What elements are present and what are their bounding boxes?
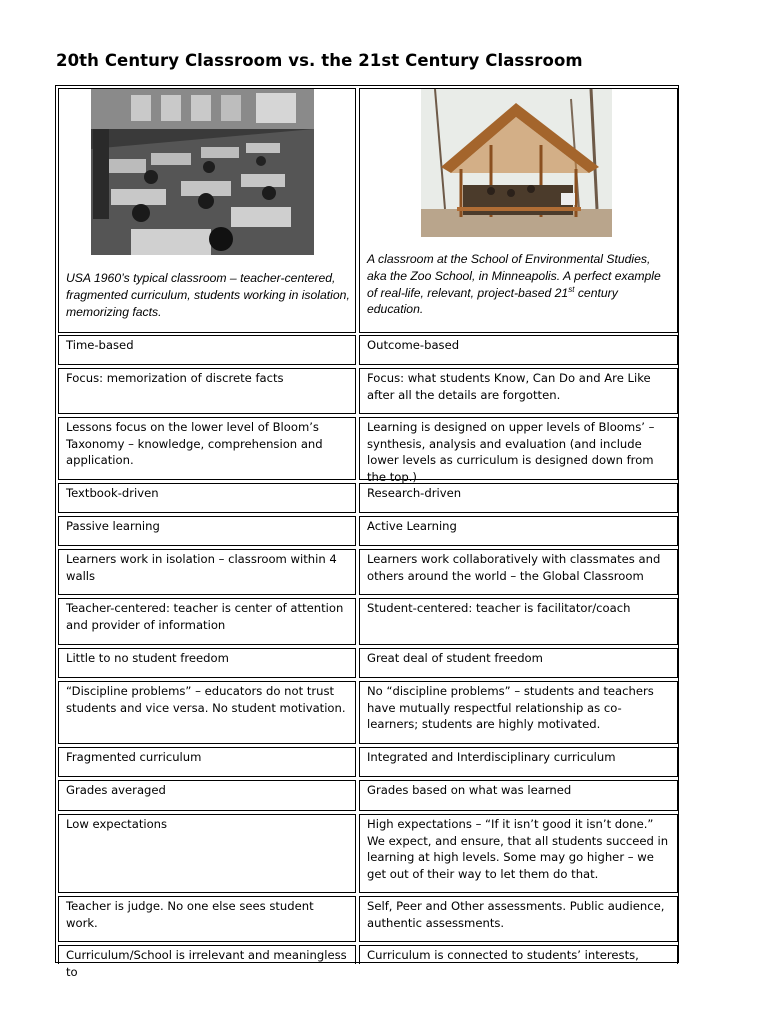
table-row	[56, 368, 678, 414]
caption-21st-century	[367, 251, 672, 318]
cell-20th-century: Focus: memorization of discrete facts	[58, 368, 356, 414]
cell-20th-century: Time-based	[58, 335, 356, 365]
cell-21st-century: Active Learning	[359, 516, 678, 546]
cell-20th-century: “Discipline problems” – educators do not trust students and vice versa. No student motivation.	[58, 681, 356, 744]
cell-20th-century: Learners work in isolation – classroom within 4 walls	[58, 549, 356, 595]
cell-20th-century: Textbook-driven	[58, 483, 356, 513]
table-row	[56, 598, 678, 645]
table-row	[56, 945, 678, 979]
caption-20th-century: USA 1960’s typical classroom – teacher-centered, fragmented curriculum, students working in isolation, memorizing facts.	[66, 271, 350, 319]
document-title: 20th Century Classroom vs. the 21st Century Classroom	[56, 51, 583, 70]
cell-20th-century: Teacher is judge. No one else sees student work.	[58, 896, 356, 942]
table-row	[56, 747, 678, 777]
cell-21st-century: Focus: what students Know, Can Do and Are Like after all the details are forgotten.	[359, 368, 678, 414]
cell-20th-century: Low expectations	[58, 814, 356, 893]
table-row	[56, 896, 678, 942]
table-row	[56, 648, 678, 678]
table-row	[56, 516, 678, 546]
cell-21st-century: Learning is designed on upper levels of Blooms’ – synthesis, analysis and evaluation (and include lower levels as curriculum is designed down from the top.)	[359, 417, 678, 480]
cell-20th-century: Teacher-centered: teacher is center of attention and provider of information	[58, 598, 356, 645]
cell-21st-century: Outcome-based	[359, 335, 678, 365]
cell-20th-century: Passive learning	[58, 516, 356, 546]
cell-21st-century: Learners work collaboratively with classmates and others around the world – the Global Classroom	[359, 549, 678, 595]
table-row	[56, 483, 678, 513]
cell-21st-century: Self, Peer and Other assessments. Public audience, authentic assessments.	[359, 896, 678, 942]
zoo-school-image	[421, 89, 612, 237]
caption-21st-century-tail: century education.	[367, 285, 618, 317]
cell-21st-century: Curriculum is connected to students’ interests,	[359, 945, 678, 964]
classroom-1960s-photo	[91, 89, 314, 255]
header-cell-20th-century	[58, 88, 356, 333]
zoo-school-photo	[421, 89, 612, 237]
classroom-1960s-image	[91, 89, 314, 255]
cell-21st-century: Great deal of student freedom	[359, 648, 678, 678]
cell-20th-century: Curriculum/School is irrelevant and meaningless to	[58, 945, 356, 964]
cell-21st-century: Grades based on what was learned	[359, 780, 678, 811]
cell-21st-century: High expectations – “If it isn’t good it isn’t done.” We expect, and ensure, that all students succeed in learning at high levels. Some may go higher – we get out of their way to let them do that.	[359, 814, 678, 893]
cell-20th-century: Little to no student freedom	[58, 648, 356, 678]
cell-21st-century: Student-centered: teacher is facilitator/coach	[359, 598, 678, 645]
comparison-table	[55, 85, 679, 979]
table-header-row	[56, 86, 678, 333]
table-row	[56, 681, 678, 744]
table-row	[56, 417, 678, 484]
header-cell-21st-century	[359, 88, 678, 333]
cell-20th-century: Grades averaged	[58, 780, 356, 811]
cell-21st-century: Research-driven	[359, 483, 678, 513]
table-row	[56, 814, 678, 893]
cell-21st-century: No “discipline problems” – students and teachers have mutually respectful relationship as co-learners; students are highly motivated.	[359, 681, 678, 744]
cell-21st-century: Integrated and Interdisciplinary curriculum	[359, 747, 678, 777]
table-row	[56, 780, 678, 811]
caption-21st-century-sup: st	[568, 284, 575, 294]
caption-21st-century-main: A classroom at the School of Environmental Studies, aka the Zoo School, in Minneapolis. A perfect example of real-life, relevant, project-based 21	[367, 252, 661, 300]
table-row	[56, 549, 678, 595]
cell-20th-century: Lessons focus on the lower level of Bloom’s Taxonomy – knowledge, comprehension and application.	[58, 417, 356, 480]
cell-20th-century: Fragmented curriculum	[58, 747, 356, 777]
table-row	[56, 335, 678, 365]
